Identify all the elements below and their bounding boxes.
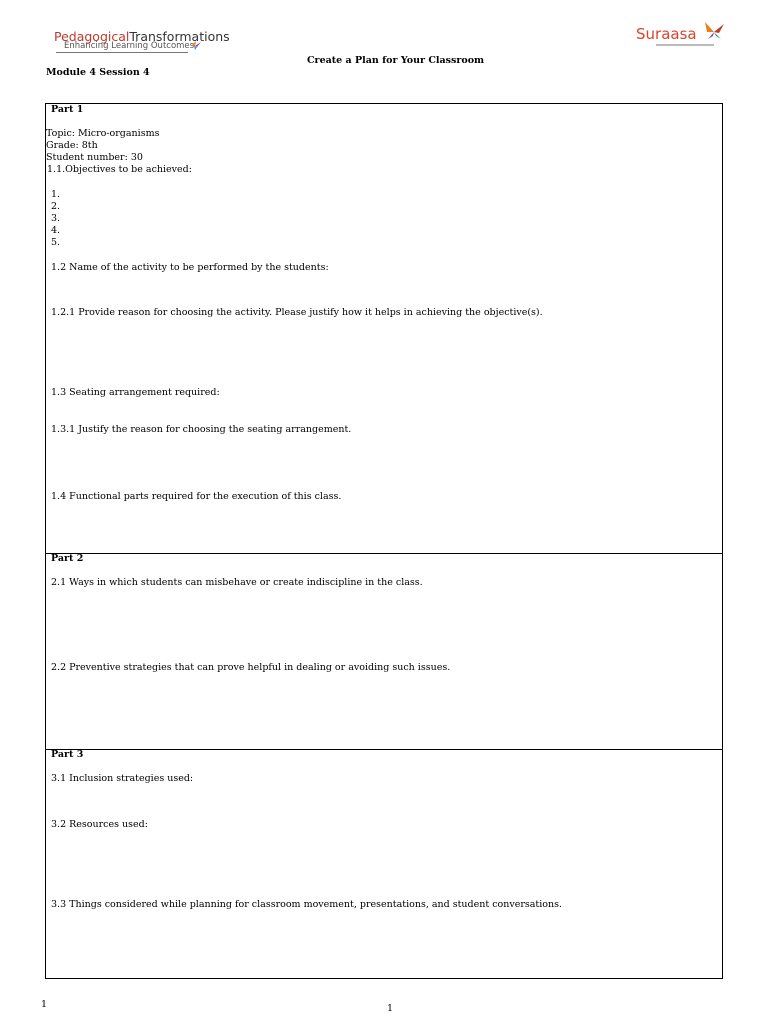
classroom-plan-table [45,103,723,979]
logo-word-pedagogical: Pedagogical [54,29,130,44]
question-1-3-1: 1.3.1 Justify the reason for choosing the seating arrangement. [51,424,352,435]
butterfly-icon [702,20,726,42]
part2-divider [46,553,722,554]
suraasa-logo [636,20,728,50]
student-number-text: Student number: 30 [46,152,143,163]
question-1-2-1: 1.2.1 Provide reason for choosing the activity. Please justify how it helps in achieving the objective(s). [51,307,543,318]
part3-heading: Part 3 [51,749,84,760]
question-2-2: 2.2 Preventive strategies that can prove helpful in dealing or avoiding such issues. [51,662,451,673]
pedagogical-transformations-logo [54,26,230,56]
question-1-2: 1.2 Name of the activity to be performed by the students: [51,262,329,273]
question-2-1: 2.1 Ways in which students can misbehave or create indiscipline in the class. [51,577,423,588]
logo-tagline: Enhancing Learning Outcomes [64,41,195,51]
module-session-label: Module 4 Session 4 [46,67,150,78]
objective-item-2: 2. [51,201,61,212]
suraasa-brand-text: Suraasa [636,25,697,43]
objective-item-4: 4. [51,225,61,236]
topic-text: Topic: Micro-organisms [46,128,160,139]
bird-icon [190,39,202,51]
question-3-1: 3.1 Inclusion strategies used: [51,773,194,784]
question-3-2: 3.2 Resources used: [51,819,148,830]
part3-divider [46,749,722,750]
logo-underline [56,52,188,53]
page-number-left: 1 [41,999,48,1010]
document-title: Create a Plan for Your Classroom [307,55,485,66]
objective-item-1: 1. [51,189,61,200]
part1-heading: Part 1 [51,104,84,115]
part2-heading: Part 2 [51,553,84,564]
question-1-4: 1.4 Functional parts required for the execution of this class. [51,491,342,502]
objective-item-3: 3. [51,213,61,224]
grade-text: Grade: 8th [46,140,98,151]
suraasa-tagline-bar [656,44,714,46]
page-number-center: 1 [387,1003,394,1014]
objective-item-5: 5. [51,237,61,248]
question-3-3: 3.3 Things considered while planning for classroom movement, presentations, and student conversations. [51,899,563,910]
objectives-label: 1.1.Objectives to be achieved: [47,164,192,175]
logo-word-transformations: Transformations [129,29,230,44]
question-1-3: 1.3 Seating arrangement required: [51,387,220,398]
